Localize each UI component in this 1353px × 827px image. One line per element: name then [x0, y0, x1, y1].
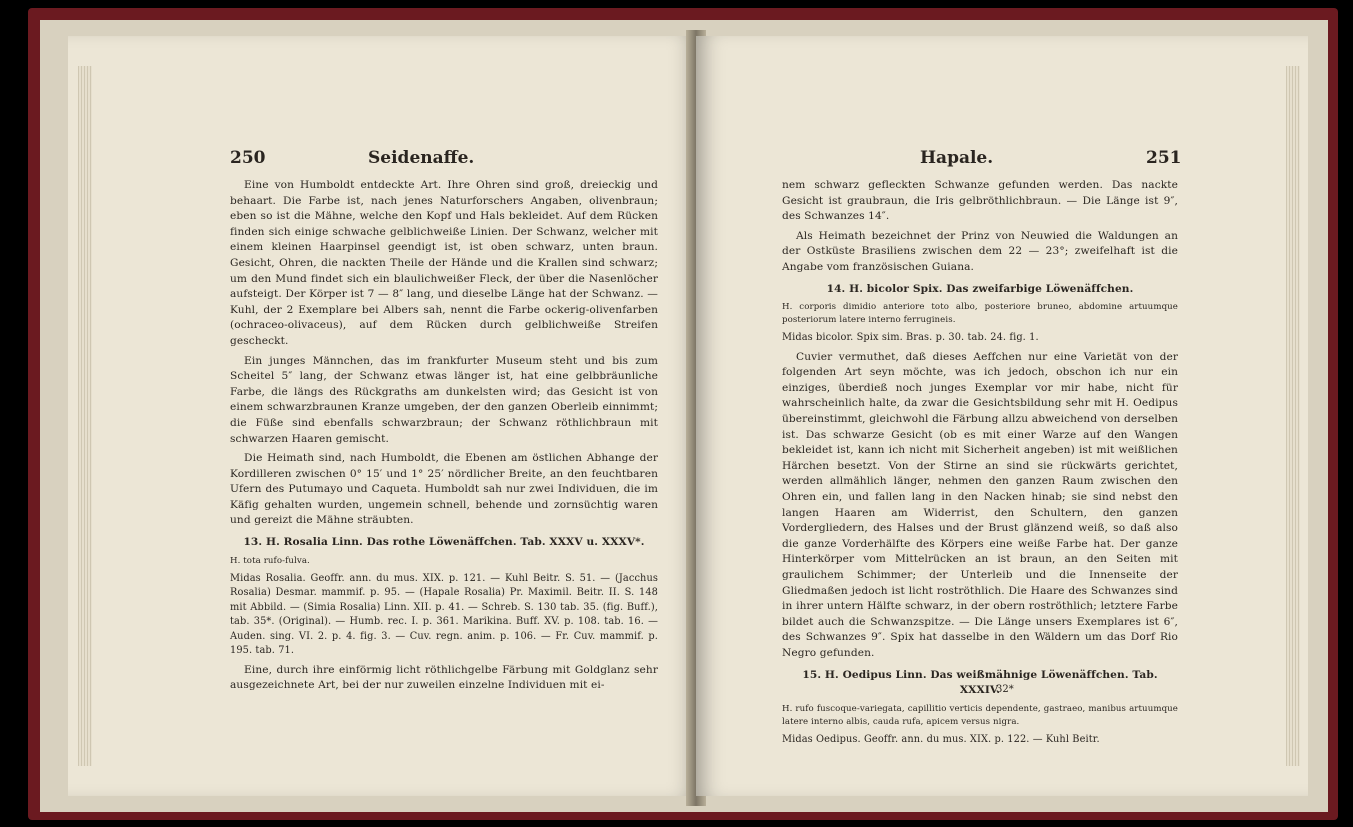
paragraph: Eine von Humboldt entdeckte Art. Ihre Ohren sind groß, dreieckig und behaart. Die Farbe ist, nach jenes Naturforschers Angaben, olivenbraun; eben so ist die Mähne, welche den Kopf und Hals bekleidet. Auf dem Rücken finden sich einige schwache gelblichweiße Linien. Der Schwanz, welcher mit einem kleinen Haarpinsel geendigt ist, ist oben schwarz, unten braun. Gesicht, Ohren, die nackten Theile der Hände und die Krallen sind schwarz; um den Mund findet sich ein blaulichweißer Fleck, der über die Nasenlöcher aufsteigt. Der Körper ist 7 — 8″ lang, und dieselbe Länge hat der Schwanz. — Kuhl, der 2 Exemplare bei Albers sah, nennt die Farbe ockerig-olivenfarben (ochraceo-olivaceus), auf dem Rücken durch gelblichweiße Streifen gescheckt.	[230, 179, 658, 347]
paragraph: Als Heimath bezeichnet der Prinz von Neuwied die Waldungen an der Ostküste Brasiliens zwischen dem 22 — 23°; zweifelhaft ist die Angabe vom französischen Guiana.	[782, 229, 1178, 273]
paragraph: Ein junges Männchen, das im frankfurter Museum steht und bis zum Scheitel 5″ lang, der Schwanz etwas länger ist, hat eine gelbbräunliche Farbe, die längs des Rückgraths am dunkelsten wird; das Gesicht ist von einem schwarzbraunen Kranze umgeben, der den ganzen Oberleib einnimmt; die Füße sind ebenfalls schwarzbraun; der Schwanz röthlichbraun mit schwarzen Haaren gemischt.	[230, 354, 658, 445]
right-body	[782, 178, 1178, 751]
latin-diagnosis: H. rufo fuscoque-variegata, capillitio verticis dependente, gastraeo, manibus artuumque latere interno albis, cauda rufa, apicem versus nigra.	[782, 703, 1178, 727]
page-number: 250	[230, 148, 266, 168]
paragraph: Cuvier vermuthet, daß dieses Aeffchen nur eine Varietät von der folgenden Art seyn möchte, was ich jedoch, obschon ich nur ein einziges, überdieß noch junges Exemplar vor mir habe, nicht für wahrscheinlich halte, da zwar die Gesichtsbildung sehr mit H. Oedipus übereinstimmt, gleichwohl die Färbung allzu abweichend von derselben ist. Das schwarze Gesicht (ob es mit einer Warze auf den Wangen bekleidet ist, kann ich nicht mit Sicherheit angeben) ist mit weißlichen Härchen besetzt. Von der Stirne an sind sie rückwärts gerichtet, werden allmählich länger, nehmen den ganzen Raum zwischen den Ohren ein, und fallen lang in den Nacken hinab; sie sind nebst den langen Haaren am Widerrist, den Schultern, den ganzen Vordergliedern, des Halses und der Brust glänzend weiß, so daß also die ganze Vorderhälfte des Körpers eine weiße Farbe hat. Der ganze Hinterkörper vom Mittelrücken an ist braun, an den Seiten mit graulichem Schimmer; der Unterleib und die Innenseite der Gliedmaßen jedoch ist licht roströthlich. Die Haare des Schwanzes sind in ihrer untern Hälfte schwarz, in der obern roströthlich; letztere Farbe bildet auch die Schwanzspitze. — Die Länge unsers Exemplares ist 6″, des Schwanzes 9″. Spix hat dasselbe in den Wäldern um das Dorf Rio Negro gefunden.	[782, 350, 1178, 659]
latin-diagnosis: H. tota rufo-fulva.	[230, 555, 310, 566]
paragraph: Die Heimath sind, nach Humboldt, die Ebenen am östlichen Abhange der Kordilleren zwischen 0° 15′ und 1° 25′ nördlicher Breite, an den feuchtbaren Ufern des Putumayo und Caqueta. Humboldt sah nur zwei Individuen, die im Käfig gehalten wurden, ungemein schnell, behende und zornsüchtig waren und gereizt die Mähne sträubten.	[230, 452, 658, 527]
section-title: 14. H. bicolor Spix. Das zweifarbige Löwenäffchen.	[826, 282, 1134, 295]
open-book	[40, 20, 1328, 812]
running-head: Seidenaffe.	[368, 148, 475, 168]
signature-mark: 32*	[996, 684, 1014, 695]
page-edges	[1286, 66, 1300, 766]
right-page	[696, 36, 1308, 796]
synonymy: Midas Oedipus. Geoffr. ann. du mus. XIX. p. 122. — Kuhl Beitr.	[782, 733, 1100, 745]
section-title: 15. H. Oedipus Linn. Das weißmähnige Löwenäffchen. Tab. XXXIV.	[802, 668, 1158, 697]
synonymy: Midas bicolor. Spix sim. Bras. p. 30. tab. 24. fig. 1.	[782, 332, 1039, 344]
section-title: 13. H. Rosalia Linn. Das rothe Löwenäffchen. Tab. XXXV u. XXXV*.	[243, 536, 645, 549]
latin-diagnosis: H. corporis dimidio anteriore toto albo, posteriore bruneo, abdomine artuumque posteriorum latere interno ferrugineis.	[782, 302, 1178, 326]
page-edges	[78, 66, 92, 766]
paragraph: nem schwarz gefleckten Schwanze gefunden werden. Das nackte Gesicht ist graubraun, die Iris gelbröthlichbraun. — Die Länge ist 9″, des Schwanzes 14″.	[782, 179, 1178, 223]
left-body	[230, 178, 658, 698]
left-page	[68, 36, 698, 796]
running-head: Hapale.	[920, 148, 994, 168]
paragraph: Eine, durch ihre einförmig licht röthlichgelbe Färbung mit Goldglanz sehr ausgezeichnete Art, bei der nur zuweilen einzelne Individuen mit ei-	[230, 663, 658, 692]
page-number: 251	[1146, 148, 1182, 168]
synonymy: Midas Rosalia. Geoffr. ann. du mus. XIX. p. 121. — Kuhl Beitr. S. 51. — (Jacchus Rosalia) Desmar. mammif. p. 95. — (Hapale Rosalia) Pr. Maximil. Beitr. II. S. 148 mit Abbild. — (Simia Rosalia) Linn. XII. p. 41. — Schreb. S. 130 tab. 35. (fig. Buff.), tab. 35*. (Original). — Humb. rec. I. p. 361. Marikina. Buff. XV. p. 108. tab. 16. — Auden. sing. VI. 2. p. 4. fig. 3. — Cuv. regn. anim. p. 106. — Fr. Cuv. mammif. p. 195. tab. 71.	[230, 572, 658, 657]
